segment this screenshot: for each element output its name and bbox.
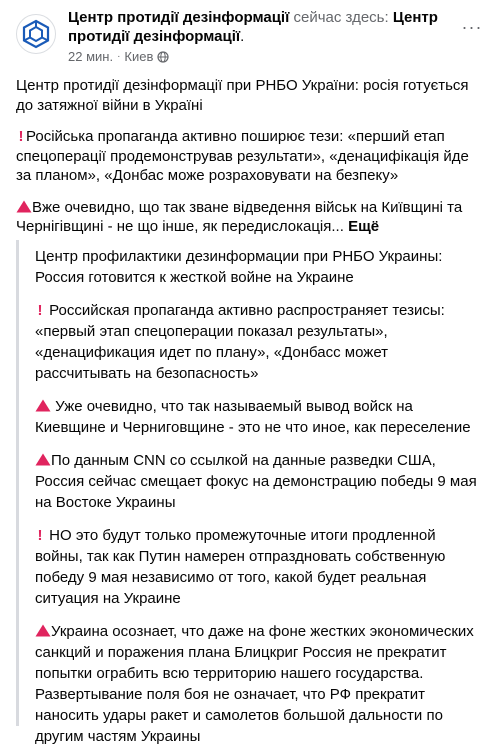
quote-paragraph-text: Уже очевидно, что так называемый вывод войск на Киевщине и Черниговщине - это не что иное, как переселение [35, 398, 471, 436]
globe-icon[interactable] [157, 51, 169, 63]
quoted-text-block [16, 240, 484, 745]
post-paragraph [16, 198, 486, 237]
quote-paragraph [35, 300, 484, 384]
post-time-link[interactable]: 22 мин. [68, 49, 114, 64]
page-avatar[interactable] [16, 14, 56, 54]
header-text [68, 8, 458, 65]
red-exclamation-icon: ! [37, 527, 43, 544]
page-name-link[interactable]: Центр протидії дезінформації [68, 9, 290, 26]
meta-separator: · [117, 51, 121, 62]
post-city: Киев [124, 49, 154, 64]
quote-paragraph [35, 450, 484, 513]
post-header [12, 6, 487, 64]
post-paragraph-text: Центр протидії дезінформації при РНБО України: росія готується до затяжної війни в Україні [16, 77, 469, 114]
see-more-link[interactable]: Ещё [348, 218, 380, 235]
post-meta [68, 48, 458, 65]
quote-paragraph-text: Украина осознает, что даже на фоне жестких экономических санкций и поражения плана Блицкриг Россия не прекратит попытки ограбить всю территорию нашего государства. Развертывание поля боя не означает, что РФ прекратит наносить удары ракет и самолетов большой дальности по другим частям Украины [35, 623, 474, 745]
cube-logo-icon [21, 19, 51, 49]
red-exclamation-icon: ! [37, 302, 43, 319]
more-options-button[interactable]: ··· [461, 16, 483, 37]
quote-paragraph-text: Российская пропаганда активно распространяет тезисы: «первый этап спецоперации показал результаты», «денацификация идет по плану», «Донбасс может рассчитывать на безопасность» [35, 302, 445, 382]
post-paragraph-text: Російська пропаганда активно поширює тези: «перший етап спецоперації продемонстрував результати», «денацифікація йде за планом», «Донбас може розраховувати на безпеку» [16, 128, 469, 184]
post-paragraph [16, 76, 486, 115]
post-paragraph-text: Вже очевидно, що так зване відведення військ на Київщині та Чернігівщині - не що інше, як передислокація... [16, 198, 463, 235]
title-line [68, 8, 458, 46]
post-paragraph [16, 127, 486, 186]
red-exclamation-icon: ! [18, 128, 24, 145]
quote-paragraph-text: НО это будут только промежуточные итоги продленной войны, так как Путин намерен отпраздновать собственную победу 9 мая независимо от того, какой будет реальная ситуация на Украине [35, 527, 446, 607]
quote-paragraph-text: Центр профилактики дезинформации при РНБО Украины: Россия готовится к жесткой войне на Украине [35, 248, 443, 286]
post-body [16, 76, 486, 249]
red-triangle-icon [35, 624, 51, 637]
quote-paragraph [35, 396, 484, 438]
quote-paragraph [35, 525, 484, 609]
location-link[interactable]: Центр протидії дезінформації [68, 9, 438, 45]
quote-paragraph-text: По данным CNN со ссылкой на данные разведки США, Россия сейчас смещает фокус на демонстрацию победы 9 мая на Востоке Украины [35, 452, 477, 511]
red-triangle-icon [16, 200, 32, 213]
location-suffix: . [240, 28, 245, 45]
red-triangle-icon [35, 453, 51, 466]
red-triangle-icon [35, 399, 51, 412]
quote-paragraph [35, 246, 484, 288]
here-text: сейчас здесь: [289, 9, 393, 26]
quote-paragraph [35, 621, 484, 747]
